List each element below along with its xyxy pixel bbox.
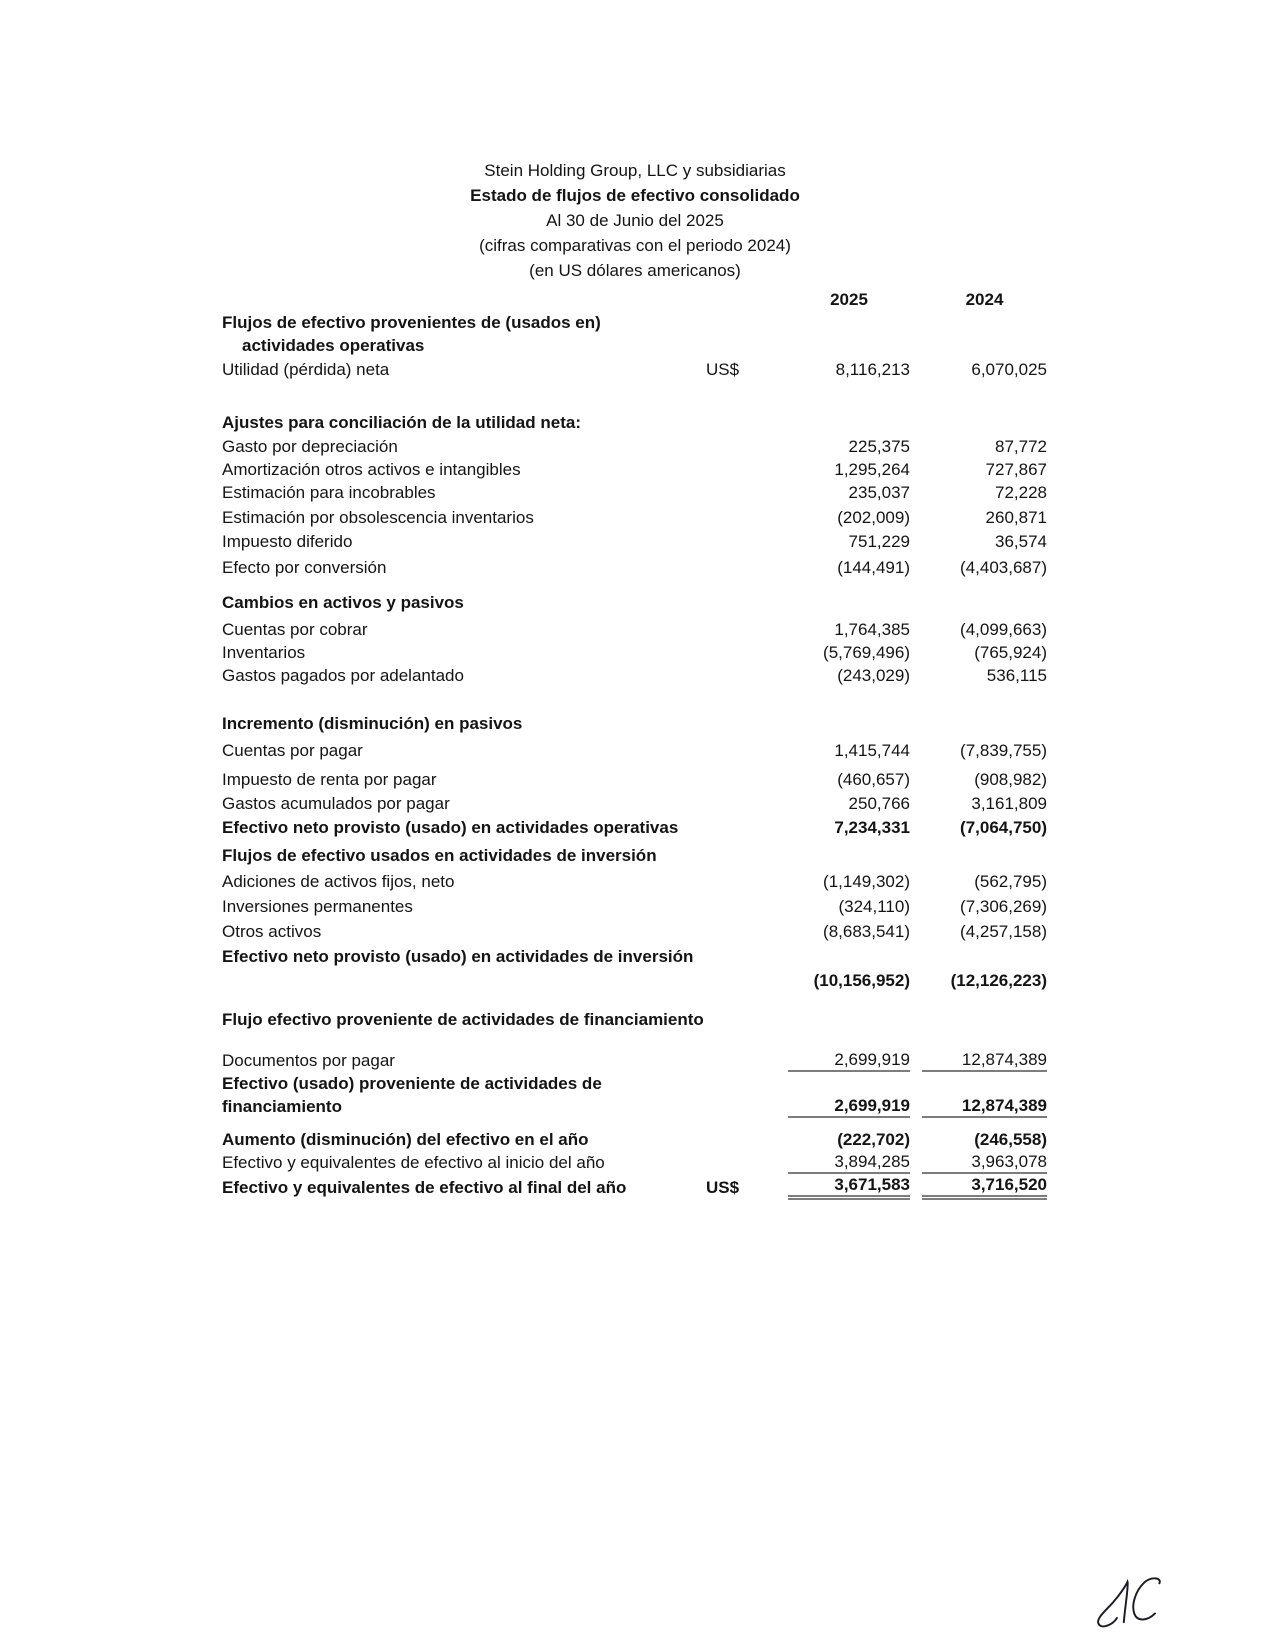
- row-label: Amortización otros activos e intangibles: [222, 459, 521, 479]
- value-2025: 3,894,285: [788, 1151, 910, 1174]
- row-label: Otros activos: [222, 921, 322, 941]
- value-2025: [788, 591, 910, 614]
- row-label: Cuentas por pagar: [222, 740, 363, 760]
- column-spacer: [754, 618, 788, 641]
- value-2025: (202,009): [837, 507, 910, 527]
- row-label: Cambios en activos y pasivos: [222, 592, 464, 612]
- currency-label: US$: [706, 359, 740, 379]
- statement-row: [222, 920, 1047, 943]
- value-2025: (1,149,302): [823, 871, 910, 891]
- value-2025: (10,156,952): [813, 970, 910, 990]
- column-spacer: [910, 1128, 922, 1151]
- column-spacer: [754, 358, 788, 381]
- column-spacer: [754, 816, 788, 839]
- column-spacer: [910, 739, 922, 762]
- row-label: Gastos acumulados por pagar: [222, 793, 450, 813]
- statement-row: [222, 288, 1047, 311]
- column-spacer: [910, 920, 922, 943]
- value-2025: [788, 945, 910, 968]
- row-label: Impuesto de renta por pagar: [222, 769, 437, 789]
- value-2024: [922, 844, 1047, 867]
- column-spacer: [910, 1049, 922, 1072]
- currency-label: [706, 288, 754, 311]
- value-2024: (12,126,223): [950, 970, 1047, 990]
- row-label: Gasto por depreciación: [222, 436, 398, 456]
- value-2025: 3,671,583: [788, 1175, 910, 1200]
- currency-label: [706, 506, 754, 529]
- statement-row: [222, 969, 1047, 992]
- value-2024: (7,839,755): [960, 740, 1047, 760]
- row-label: [222, 969, 706, 992]
- column-spacer: [754, 895, 788, 918]
- statement-row: [222, 945, 1047, 968]
- row-label: Efectivo (usado) proveniente de actividades de: [222, 1073, 602, 1093]
- value-2024: 87,772: [995, 436, 1047, 456]
- column-spacer: [754, 311, 788, 334]
- currency-label: [706, 481, 754, 504]
- value-2024: 12,874,389: [922, 1049, 1047, 1072]
- column-spacer: [754, 712, 788, 735]
- statement-row: [222, 816, 1047, 839]
- currency-label: [706, 969, 754, 992]
- statement-row: [222, 1095, 1047, 1118]
- row-label: Aumento (disminución) del efectivo en el año: [222, 1129, 589, 1149]
- column-spacer: [754, 1072, 788, 1095]
- row-label: Utilidad (pérdida) neta: [222, 359, 390, 379]
- value-2025: 250,766: [848, 793, 910, 813]
- column-spacer: [910, 311, 922, 334]
- currency-label: [706, 945, 754, 968]
- statement-row: [222, 844, 1047, 867]
- value-2024: [922, 712, 1047, 735]
- column-spacer: [910, 641, 922, 664]
- column-spacer: [910, 945, 922, 968]
- column-spacer: [910, 1072, 922, 1095]
- currency-label: [706, 870, 754, 893]
- currency-label: [706, 768, 754, 791]
- column-spacer: [910, 530, 922, 553]
- value-2024: 727,867: [985, 459, 1047, 479]
- column-spacer: [754, 1095, 788, 1118]
- value-2025: 8,116,213: [835, 359, 910, 379]
- column-spacer: [910, 334, 922, 357]
- column-spacer: [754, 969, 788, 992]
- column-spacer: [754, 870, 788, 893]
- currency-label: US$: [706, 1177, 740, 1197]
- column-spacer: [910, 1095, 922, 1118]
- statement-row: [222, 870, 1047, 893]
- column-spacer: [910, 792, 922, 815]
- statement-row: [222, 334, 1047, 357]
- row-label: Flujos de efectivo provenientes de (usados en): [222, 312, 601, 332]
- column-spacer: [754, 288, 788, 311]
- currency-label: [706, 556, 754, 579]
- currency-label: [706, 1049, 754, 1072]
- value-2024: 6,070,025: [971, 359, 1047, 379]
- column-spacer: [910, 458, 922, 481]
- statement-row: [222, 556, 1047, 579]
- column-spacer: [754, 844, 788, 867]
- currency-label: [706, 458, 754, 481]
- row-label: Gastos pagados por adelantado: [222, 665, 464, 685]
- row-label: Efectivo neto provisto (usado) en actividades operativas: [222, 817, 679, 837]
- statement-date: Al 30 de Junio del 2025: [546, 211, 724, 230]
- statement-title: Estado de flujos de efectivo consolidado: [470, 186, 800, 205]
- statement-row: [222, 530, 1047, 553]
- row-label: Cuentas por cobrar: [222, 619, 368, 639]
- row-label: Inversiones permanentes: [222, 896, 413, 916]
- statement-row: [222, 712, 1047, 735]
- value-2024: (765,924): [974, 642, 1047, 662]
- value-2024: 36,574: [995, 531, 1047, 551]
- column-spacer: [910, 816, 922, 839]
- value-2025: (8,683,541): [823, 921, 910, 941]
- currency-label: [706, 530, 754, 553]
- statement-row: [222, 1128, 1047, 1151]
- value-2024: 12,874,389: [922, 1095, 1047, 1118]
- statement-row: [222, 618, 1047, 641]
- statement-row: [222, 1175, 1047, 1198]
- value-2025: [788, 844, 910, 867]
- column-spacer: [910, 969, 922, 992]
- value-2024: (562,795): [974, 871, 1047, 891]
- value-2025: [788, 334, 910, 357]
- column-spacer: [910, 895, 922, 918]
- value-2024: [922, 591, 1047, 614]
- value-2025: [788, 712, 910, 735]
- value-2024: [922, 411, 1047, 434]
- value-2024: [922, 311, 1047, 334]
- document-header: [190, 158, 1080, 283]
- value-2024: (4,403,687): [960, 557, 1047, 577]
- value-2024: 260,871: [985, 507, 1047, 527]
- statement-row: [222, 358, 1047, 381]
- value-2024: 3,716,520: [922, 1175, 1047, 1200]
- column-spacer: [754, 920, 788, 943]
- column-spacer: [910, 556, 922, 579]
- column-spacer: [910, 664, 922, 687]
- value-2024: 3,161,809: [971, 793, 1047, 813]
- currency-label: [706, 618, 754, 641]
- statement-row: [222, 435, 1047, 458]
- value-2025: 7,234,331: [834, 817, 910, 837]
- currency-label: [706, 311, 754, 334]
- row-label: Impuesto diferido: [222, 531, 353, 551]
- value-2024: (7,306,269): [960, 896, 1047, 916]
- column-spacer: [754, 792, 788, 815]
- value-2025: (144,491): [837, 557, 910, 577]
- value-2024: (908,982): [974, 769, 1047, 789]
- row-label: Flujo efectivo proveniente de actividades de financiamiento: [222, 1009, 704, 1029]
- currency-label: [706, 641, 754, 664]
- column-spacer: [754, 591, 788, 614]
- column-spacer: [754, 334, 788, 357]
- value-2024: [922, 1072, 1047, 1095]
- column-spacer: [910, 288, 922, 311]
- value-2024: 2024: [965, 289, 1004, 309]
- currency-label: [706, 591, 754, 614]
- row-label: Documentos por pagar: [222, 1050, 395, 1070]
- currency-label: [706, 1128, 754, 1151]
- column-spacer: [754, 641, 788, 664]
- value-2024: (7,064,750): [960, 817, 1047, 837]
- row-label: actividades operativas: [242, 335, 425, 355]
- column-spacer: [910, 1175, 922, 1200]
- row-label: Efecto por conversión: [222, 557, 387, 577]
- column-spacer: [910, 591, 922, 614]
- value-2025: (324,110): [838, 896, 910, 916]
- column-spacer: [754, 435, 788, 458]
- column-spacer: [910, 411, 922, 434]
- value-2024: (4,257,158): [960, 921, 1047, 941]
- value-2024: (4,099,663): [960, 619, 1047, 639]
- statement-row: [222, 1049, 1047, 1072]
- column-spacer: [754, 1049, 788, 1072]
- column-spacer: [910, 435, 922, 458]
- value-2025: [788, 411, 910, 434]
- currency-label: [706, 712, 754, 735]
- statement-row: [222, 311, 1047, 334]
- column-spacer: [910, 358, 922, 381]
- column-spacer: [910, 506, 922, 529]
- column-spacer: [910, 1008, 922, 1031]
- column-spacer: [754, 556, 788, 579]
- statement-rows: [222, 288, 1047, 1198]
- column-spacer: [910, 844, 922, 867]
- column-spacer: [754, 411, 788, 434]
- currency-label: [706, 435, 754, 458]
- statement-row: [222, 481, 1047, 504]
- column-spacer: [910, 481, 922, 504]
- value-2025: [788, 1008, 910, 1031]
- row-label: Adiciones de activos fijos, neto: [222, 871, 455, 891]
- row-label: Ajustes para conciliación de la utilidad neta:: [222, 412, 581, 432]
- statement-row: [222, 768, 1047, 791]
- cash-flow-statement: [222, 288, 1047, 1198]
- statement-row: [222, 458, 1047, 481]
- value-2025: 2,699,919: [788, 1049, 910, 1072]
- column-spacer: [754, 1151, 788, 1174]
- value-2024: [922, 945, 1047, 968]
- value-2025: 751,229: [848, 531, 910, 551]
- row-label: Efectivo y equivalentes de efectivo al final del año: [222, 1177, 627, 1197]
- value-2025: 2,699,919: [788, 1095, 910, 1118]
- column-spacer: [910, 1151, 922, 1174]
- comparative-note: (cifras comparativas con el periodo 2024): [479, 236, 791, 255]
- currency-label: [706, 1008, 754, 1031]
- currency-label: [706, 334, 754, 357]
- row-label: [222, 288, 706, 311]
- currency-label: [706, 920, 754, 943]
- statement-row: [222, 792, 1047, 815]
- column-spacer: [754, 458, 788, 481]
- currency-label: [706, 844, 754, 867]
- statement-row: [222, 1072, 1047, 1095]
- currency-label: [706, 816, 754, 839]
- statement-row: [222, 1008, 1047, 1031]
- value-2024: [922, 1008, 1047, 1031]
- value-2025: (5,769,496): [823, 642, 910, 662]
- row-label: financiamiento: [222, 1096, 342, 1116]
- currency-label: [706, 664, 754, 687]
- column-spacer: [910, 618, 922, 641]
- value-2024: (246,558): [974, 1129, 1047, 1149]
- column-spacer: [910, 712, 922, 735]
- currency-label: [706, 411, 754, 434]
- statement-row: [222, 591, 1047, 614]
- column-spacer: [754, 1128, 788, 1151]
- column-spacer: [754, 481, 788, 504]
- currency-label: [706, 739, 754, 762]
- value-2024: [922, 334, 1047, 357]
- row-label: Efectivo y equivalentes de efectivo al inicio del año: [222, 1152, 605, 1172]
- currency-label: [706, 1151, 754, 1174]
- value-2025: [788, 1072, 910, 1095]
- column-spacer: [754, 768, 788, 791]
- statement-row: [222, 895, 1047, 918]
- column-spacer: [754, 1175, 788, 1200]
- value-2025: 1,295,264: [834, 459, 910, 479]
- value-2025: (222,702): [837, 1129, 910, 1149]
- value-2025: (460,657): [837, 769, 910, 789]
- signature-icon: [1088, 1576, 1172, 1632]
- value-2024: 536,115: [986, 665, 1047, 685]
- column-spacer: [754, 945, 788, 968]
- column-spacer: [754, 739, 788, 762]
- statement-row: [222, 664, 1047, 687]
- row-label: Flujos de efectivo usados en actividades de inversión: [222, 845, 657, 865]
- column-spacer: [754, 530, 788, 553]
- currency-note: (en US dólares americanos): [529, 261, 741, 280]
- value-2024: 72,228: [995, 482, 1047, 502]
- column-spacer: [910, 870, 922, 893]
- currency-label: [706, 792, 754, 815]
- currency-label: [706, 895, 754, 918]
- row-label: Estimación para incobrables: [222, 482, 436, 502]
- value-2025: 2025: [830, 289, 868, 309]
- column-spacer: [910, 768, 922, 791]
- currency-label: [706, 1095, 754, 1118]
- value-2025: [788, 311, 910, 334]
- column-spacer: [754, 664, 788, 687]
- statement-row: [222, 506, 1047, 529]
- statement-row: [222, 739, 1047, 762]
- value-2024: 3,963,078: [922, 1151, 1047, 1174]
- value-2025: 1,764,385: [834, 619, 910, 639]
- statement-row: [222, 411, 1047, 434]
- statement-row: [222, 1151, 1047, 1174]
- currency-label: [706, 1072, 754, 1095]
- value-2025: 235,037: [848, 482, 910, 502]
- statement-row: [222, 641, 1047, 664]
- row-label: Inventarios: [222, 642, 306, 662]
- column-spacer: [754, 1008, 788, 1031]
- company-name: Stein Holding Group, LLC y subsidiarias: [484, 161, 786, 180]
- row-label: Incremento (disminución) en pasivos: [222, 713, 523, 733]
- column-spacer: [754, 506, 788, 529]
- row-label: Estimación por obsolescencia inventarios: [222, 507, 534, 527]
- value-2025: 225,375: [848, 436, 910, 456]
- row-label: Efectivo neto provisto (usado) en actividades de inversión: [222, 946, 694, 966]
- value-2025: 1,415,744: [834, 740, 910, 760]
- value-2025: (243,029): [837, 665, 910, 685]
